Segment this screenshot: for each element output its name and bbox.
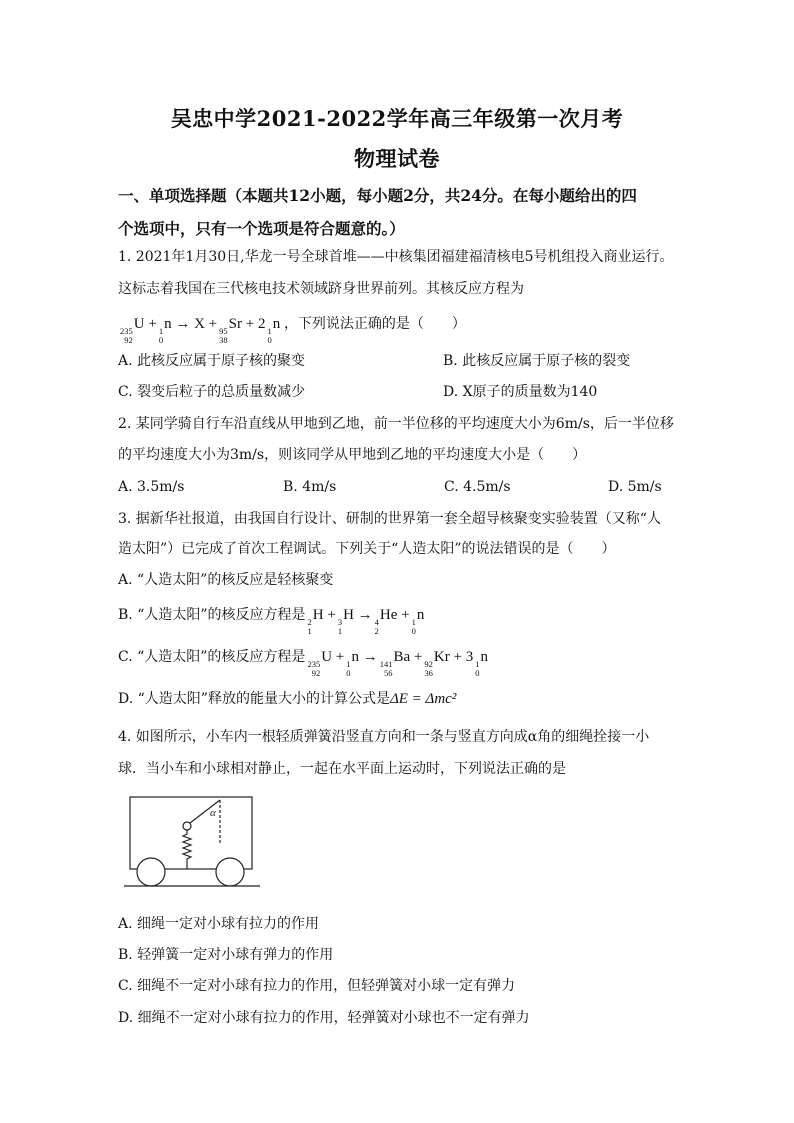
angle-label: α [210,807,216,819]
q2-option-d: D. 5m/s [608,479,662,495]
q4-option-b: B. 轻弹簧一定对小球有弹力的作用 [118,947,334,963]
q4-option-d: D. 细绳不一定对小球有拉力的作用，轻弹簧对小球也不一定有弹力 [118,1010,530,1026]
q2-option-b: B. 4m/s [283,479,337,495]
q3-option-c: C. “人造太阳”的核反应方程是 235 92 U + 1 0 n → 141 56 Ba + 92 36 Kr + 3 1 0 n [118,649,488,678]
q2-line2: 的平均速度大小为3m/s，则该同学从甲地到乙地的平均速度大小是（ ） [118,447,587,463]
q1-formula-line [118,314,688,345]
left-wheel [137,858,165,886]
q2-option-a: A. 3.5m/s [118,479,185,495]
q3-option-a: A. “人造太阳”的核反应是轻核聚变 [118,572,334,588]
section-heading-line1: 一、单项选择题（本题共12小题，每小题2分，共24分。在每小题给出的四 [118,186,637,205]
q3-option-c-formula: 235 92 U + 1 0 n → 141 56 Ba + 92 36 Kr + 3 1 0 n [307,649,488,678]
q2-option-c: C. 4.5m/s [444,479,511,495]
ball [183,822,191,830]
spring [183,830,191,869]
q3-option-d-formula: ΔE = Δmc² [389,691,457,707]
q1-question-tail: ，下列说法正确的是（ ） [283,316,466,332]
q4-option-c: C. 细绳不一定对小球有拉力的作用，但轻弹簧对小球一定有弹力 [118,978,516,994]
right-wheel [216,858,244,886]
q1-option-b: B. 此核反应属于原子核的裂变 [443,353,631,369]
section-heading [118,179,678,245]
q3-line1: 3. 据新华社报道，由我国自行设计、研制的世界第一套全超导核聚变实验装置（又称“人 [118,511,661,527]
exam-subtitle: 物理试卷 [354,146,440,171]
section-heading-line2: 个选项中，只有一个选项是符合题意的。） [118,219,405,238]
q1-option-d: D. X原子的质量数为140 [443,384,598,400]
q4-line2: 球．当小车和小球相对静止，一起在水平面上运动时，下列说法正确的是 [118,761,566,777]
q3-option-b: B. “人造太阳”的核反应方程是 2 1 H + 3 1 H → 4 2 He + 1 0 n [118,607,425,636]
q1-line1: 1. 2021年1月30日,华龙一号全球首堆——中核集团福建福清核电5号机组投入商业运行。 [118,249,674,265]
q3-option-d: D. “人造太阳”释放的能量大小的计算公式是ΔE = Δmc² [118,691,457,707]
q3-line2: 造太阳”）已完成了首次工程调试。下列关于“人造太阳”的说法错误的是（ ） [118,541,616,557]
q1-option-a: A. 此核反应属于原子核的聚变 [118,353,306,369]
q1-reaction-formula: 235 92 U + 1 0 n → X + 95 38 Sr + 2 1 0 n [120,316,281,345]
q1-line2: 这标志着我国在三代核电技术领域跻身世界前列。其核反应方程为 [118,281,524,297]
cart-spring-figure [124,792,264,892]
q4-option-a: A. 细绳一定对小球有拉力的作用 [118,916,320,932]
q2-line1: 2. 某同学骑自行车沿直线从甲地到乙地，前一半位移的平均速度大小为6m/s，后一半位移 [118,416,674,432]
q3-option-b-formula: 2 1 H + 3 1 H → 4 2 He + 1 0 n [307,607,425,636]
q4-line1: 4. 如图所示，小车内一根轻质弹簧沿竖直方向和一条与竖直方向成α角的细绳拴接一小 [118,729,650,745]
exam-title: 吴忠中学2021-2022学年高三年级第一次月考 [170,106,624,131]
q1-option-c: C. 裂变后粒子的总质量数减少 [118,384,306,400]
